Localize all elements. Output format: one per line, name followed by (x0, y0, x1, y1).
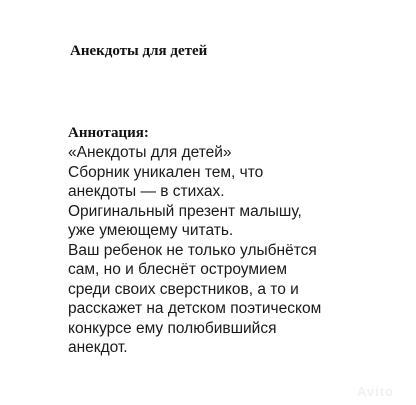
annotation-line: Ваш ребенок не только улыбнётся (68, 241, 317, 259)
annotation-line: расскажет на детском поэтическом (68, 300, 322, 317)
annotation-block (68, 124, 368, 358)
annotation-line: конкурсе ему полюбившийся (68, 319, 277, 337)
annotation-line: Сборник уникален тем, что (68, 163, 264, 181)
page-title: Анекдоты для детей (70, 43, 208, 59)
annotation-line: Оригинальный презент малышу, (68, 202, 302, 220)
annotation-line: среди своих сверстников, а то и (68, 280, 299, 298)
annotation-line: анекдот. (68, 339, 128, 356)
watermark: Avito (356, 384, 394, 399)
annotation-heading: Аннотация: (68, 125, 149, 141)
annotation-line: уже умеющему читать. (68, 222, 234, 239)
annotation-line: «Анекдоты для детей» (68, 144, 232, 161)
annotation-line: анекдоты — в стихах. (68, 183, 225, 200)
annotation-line: сам, но и блеснёт остроумием (68, 261, 287, 278)
